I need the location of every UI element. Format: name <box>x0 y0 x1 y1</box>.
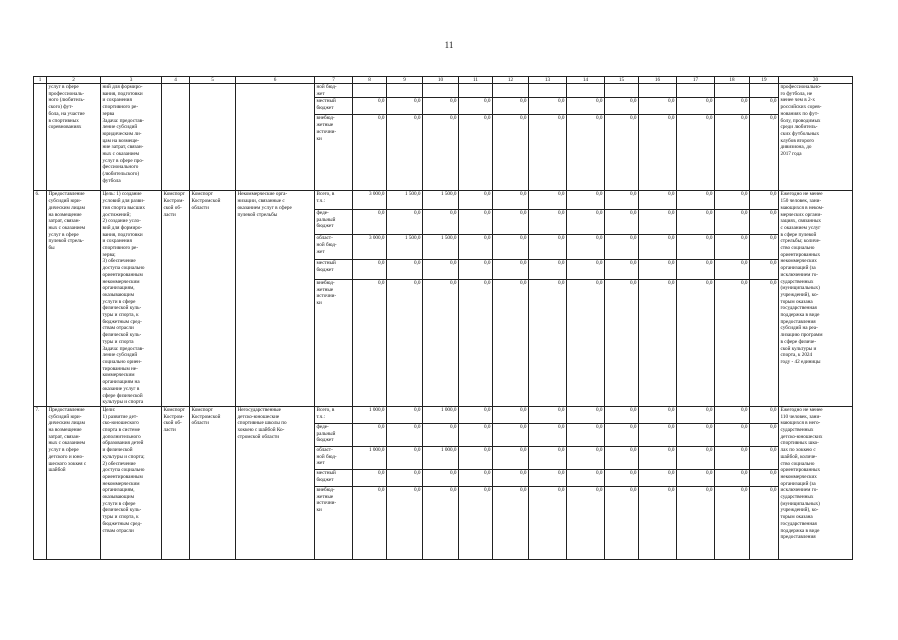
funding-value: 1 000,0 <box>353 446 387 469</box>
column-number: 10 <box>423 77 459 84</box>
funding-value: 0,0 <box>567 486 605 559</box>
funding-value: 0,0 <box>639 115 677 191</box>
funding-value: 0,0 <box>353 98 387 115</box>
funding-value: 0,0 <box>605 191 639 210</box>
funding-value: 0,0 <box>639 191 677 210</box>
funding-value: 0,0 <box>750 280 779 407</box>
funding-source: местный бюджет <box>315 469 353 486</box>
funding-value: 0,0 <box>605 486 639 559</box>
funding-value: 3 000,0 <box>353 235 387 260</box>
funding-value: 0,0 <box>459 115 493 191</box>
funding-value: 0,0 <box>353 115 387 191</box>
funding-value: 0,0 <box>459 423 493 446</box>
funding-value: 0,0 <box>715 235 750 260</box>
funding-value <box>529 84 567 98</box>
funding-value: 0,0 <box>567 235 605 260</box>
funding-value: 0,0 <box>387 423 423 446</box>
funding-value: 1 000,0 <box>423 446 459 469</box>
funding-value: 0,0 <box>567 210 605 235</box>
funding-source: област- ной бюд- жет <box>315 235 353 260</box>
funding-value: 0,0 <box>605 115 639 191</box>
funding-value: 3 000,0 <box>353 191 387 210</box>
funding-value: 0,0 <box>677 486 715 559</box>
funding-value: 0,0 <box>493 210 529 235</box>
funding-value: 0,0 <box>459 446 493 469</box>
item-executor: Комспорт Костром- ской об- ласти <box>162 191 190 407</box>
funding-value: 0,0 <box>605 210 639 235</box>
funding-value: 0,0 <box>493 115 529 191</box>
funding-value: 0,0 <box>715 98 750 115</box>
funding-value: 0,0 <box>639 469 677 486</box>
funding-value: 0,0 <box>715 260 750 280</box>
funding-value: 0,0 <box>639 235 677 260</box>
funding-value: 1 500,0 <box>423 191 459 210</box>
funding-value: 0,0 <box>423 260 459 280</box>
funding-value: 0,0 <box>423 115 459 191</box>
funding-value: 0,0 <box>423 210 459 235</box>
funding-source: местный бюджет <box>315 260 353 280</box>
funding-source: феде- ральный бюджет <box>315 423 353 446</box>
funding-value: 0,0 <box>677 98 715 115</box>
funding-value: 0,0 <box>677 469 715 486</box>
funding-value: 0,0 <box>387 406 423 423</box>
item-name: услуг в сфере профессиональ- ного (любитель- ского) фут- бола, на участие в спортивных соревнованиях <box>47 84 101 191</box>
funding-value: 0,0 <box>567 406 605 423</box>
column-number: 13 <box>529 77 567 84</box>
funding-value: 0,0 <box>715 423 750 446</box>
funding-source: феде- ральный бюджет <box>315 210 353 235</box>
funding-value: 0,0 <box>529 486 567 559</box>
funding-value: 0,0 <box>750 210 779 235</box>
column-number: 9 <box>387 77 423 84</box>
funding-value: 0,0 <box>423 280 459 407</box>
column-number: 7 <box>315 77 353 84</box>
funding-value: 0,0 <box>567 98 605 115</box>
funding-value: 0,0 <box>715 469 750 486</box>
funding-value: 0,0 <box>387 446 423 469</box>
funding-value: 0,0 <box>567 115 605 191</box>
funding-value: 0,0 <box>459 280 493 407</box>
funding-value: 0,0 <box>387 280 423 407</box>
funding-source: внебюд- жетные источни- ки <box>315 280 353 407</box>
funding-value: 0,0 <box>353 280 387 407</box>
item-number: 7. <box>34 406 47 559</box>
funding-value: 0,0 <box>493 406 529 423</box>
funding-value: 0,0 <box>423 469 459 486</box>
funding-value: 0,0 <box>605 406 639 423</box>
funding-value: 0,0 <box>567 446 605 469</box>
funding-value: 0,0 <box>750 235 779 260</box>
funding-value <box>750 84 779 98</box>
funding-value: 0,0 <box>677 423 715 446</box>
funding-value: 0,0 <box>493 280 529 407</box>
item-coexecutor: Комспорт Костромской области <box>190 406 236 559</box>
funding-value <box>715 84 750 98</box>
funding-value: 0,0 <box>639 210 677 235</box>
funding-value <box>387 84 423 98</box>
funding-value: 0,0 <box>677 260 715 280</box>
funding-value: 1 500,0 <box>423 235 459 260</box>
expected-result: профессионально- го футбола, не менее чем в 2-х российских сорев- нованиях по фут- болу, проводимых среди любитель- ских футбольных клубов второго дивизиона, до 2017 года <box>779 84 853 191</box>
funding-value: 0,0 <box>529 115 567 191</box>
funding-value: 0,0 <box>459 260 493 280</box>
item-goals: Цель: 1) создание условий для разви- тия спорта высших достижений; 2) создание усло- вий для формиро- вания, подготовки и сохранения спортивного ре- зерва; 3) обеспечение доступа социально ориентированным некоммерческим организациям, оказывающим услуги в сфере физической куль- туры и спорта, к бюджетным сред- ствам отрасли физической куль- туры и спорта Задача: предостав- ление субсидий социально ориен- тированным не- коммерческим организациям на оказание услуг в сфере физической культуры и спорта <box>101 191 162 407</box>
expected-result: Ежегодно не менее 110 человек, зани- мающихся в него- сударственных детско-юношеских спортивных шко- лах по хоккею с шайбой, количе- ство социально ориентированных некоммерческих организаций (за исключением го- сударственных (муниципальных) учреждений), ко- торым оказана государственная поддержка в виде предоставления <box>779 406 853 559</box>
funding-value: 0,0 <box>387 469 423 486</box>
funding-value: 0,0 <box>459 98 493 115</box>
column-number: 16 <box>639 77 677 84</box>
item-goals: ний для формиро- вания, подготовки и сохранения спортивного ре- зерва Задача: предостав- ление субсидий юридическим ли- цам на возмеще- ние затрат, связан- ных с оказанием услуг в сфере про- фессионального (любительского) футбола <box>101 84 162 191</box>
column-number: 8 <box>353 77 387 84</box>
funding-value: 0,0 <box>493 191 529 210</box>
item-name: Предоставление субсидий юри- дическим лицам на возмещение затрат, связан- ных с оказанием услуг в сфере пулевой стрель- бы <box>47 191 101 407</box>
funding-value: 0,0 <box>715 406 750 423</box>
item-recipients: Некоммерческие орга- низации, связанные с оказанием услуг в сфере пулевой стрельбы <box>236 191 315 407</box>
column-number: 1 <box>34 77 47 84</box>
column-number: 5 <box>190 77 236 84</box>
funding-value: 0,0 <box>459 210 493 235</box>
item-executor <box>162 84 190 191</box>
funding-value <box>423 84 459 98</box>
funding-value: 0,0 <box>493 423 529 446</box>
funding-source: Всего, в т.ч.: <box>315 191 353 210</box>
funding-value <box>639 84 677 98</box>
funding-value: 0,0 <box>423 423 459 446</box>
funding-value: 0,0 <box>715 486 750 559</box>
item-recipients <box>236 84 315 191</box>
funding-value: 0,0 <box>605 280 639 407</box>
funding-value: 0,0 <box>677 235 715 260</box>
column-number: 6 <box>236 77 315 84</box>
funding-value: 0,0 <box>567 469 605 486</box>
funding-value <box>493 84 529 98</box>
funding-value: 0,0 <box>493 235 529 260</box>
funding-value: 0,0 <box>715 115 750 191</box>
funding-value: 0,0 <box>639 423 677 446</box>
item-coexecutor <box>190 84 236 191</box>
item-coexecutor: Комспорт Костромской области <box>190 191 236 407</box>
funding-value: 0,0 <box>677 446 715 469</box>
funding-source: местный бюджет <box>315 98 353 115</box>
funding-value: 0,0 <box>677 210 715 235</box>
funding-value: 0,0 <box>567 191 605 210</box>
funding-value: 0,0 <box>639 486 677 559</box>
funding-value: 0,0 <box>459 469 493 486</box>
funding-value: 0,0 <box>493 469 529 486</box>
funding-value: 0,0 <box>750 98 779 115</box>
funding-value: 0,0 <box>529 469 567 486</box>
column-number: 12 <box>493 77 529 84</box>
header-row <box>34 77 853 84</box>
funding-value <box>605 84 639 98</box>
funding-value: 0,0 <box>387 260 423 280</box>
funding-value: 0,0 <box>529 406 567 423</box>
funding-value: 0,0 <box>750 423 779 446</box>
funding-value <box>677 84 715 98</box>
funding-value: 0,0 <box>529 423 567 446</box>
funding-value: 0,0 <box>677 406 715 423</box>
column-number: 17 <box>677 77 715 84</box>
funding-value: 0,0 <box>715 210 750 235</box>
column-number: 3 <box>101 77 162 84</box>
funding-value: 0,0 <box>459 406 493 423</box>
item6-row <box>34 191 853 210</box>
funding-value <box>567 84 605 98</box>
funding-value: 0,0 <box>387 98 423 115</box>
funding-value: 0,0 <box>353 210 387 235</box>
funding-value: 0,0 <box>750 406 779 423</box>
funding-value: 0,0 <box>459 191 493 210</box>
funding-value: 0,0 <box>677 115 715 191</box>
funding-value: 0,0 <box>715 446 750 469</box>
funding-value <box>353 84 387 98</box>
funding-value: 0,0 <box>605 446 639 469</box>
funding-value: 0,0 <box>605 235 639 260</box>
funding-value: 0,0 <box>423 98 459 115</box>
funding-value: 0,0 <box>529 260 567 280</box>
funding-value: 0,0 <box>750 115 779 191</box>
funding-value: 0,0 <box>459 486 493 559</box>
item-name: Предоставление субсидий юри- дическим лицам на возмещение затрат, связан- ных с оказанием услуг в сфере детского и юно- шеского хоккея с шайбой <box>47 406 101 559</box>
funding-value: 0,0 <box>639 406 677 423</box>
funding-value: 0,0 <box>605 260 639 280</box>
funding-source: ной бюд- жет <box>315 84 353 98</box>
funding-value: 0,0 <box>493 260 529 280</box>
funding-value: 0,0 <box>387 115 423 191</box>
funding-value: 0,0 <box>493 486 529 559</box>
funding-value: 0,0 <box>605 423 639 446</box>
item-executor: Комспорт Костром- ской об- ласти <box>162 406 190 559</box>
funding-value: 0,0 <box>639 98 677 115</box>
funding-value: 0,0 <box>353 260 387 280</box>
column-number: 18 <box>715 77 750 84</box>
funding-source: област- ной бюд- жет <box>315 446 353 469</box>
funding-value: 0,0 <box>529 210 567 235</box>
funding-value: 0,0 <box>493 98 529 115</box>
column-number: 2 <box>47 77 101 84</box>
item-recipients: Негосударственные детско-юношеские спортивные школы по хоккею с шайбой Ко- стромской области <box>236 406 315 559</box>
item7-row <box>34 406 853 423</box>
item-number: 6. <box>34 191 47 407</box>
top-row <box>34 84 853 98</box>
funding-value: 0,0 <box>529 446 567 469</box>
funding-value: 0,0 <box>605 469 639 486</box>
page-number: 11 <box>444 40 454 50</box>
funding-source: Всего, в т.ч.: <box>315 406 353 423</box>
column-number: 19 <box>750 77 779 84</box>
funding-value: 0,0 <box>677 280 715 407</box>
funding-value: 0,0 <box>639 446 677 469</box>
item-goals: Цели: 1) развитие дет- ско-юношеского спорта в системе дополнительного образования детей и физической культуры и спорта; 2) обеспечение доступа социально ориентированным некоммерческим организациям, оказывающим услуги в сфере физической куль- туры и спорта, к бюджетным сред- ствам отрасли <box>101 406 162 559</box>
funding-value: 1 000,0 <box>423 406 459 423</box>
funding-value: 1 500,0 <box>387 191 423 210</box>
funding-value: 0,0 <box>567 260 605 280</box>
funding-value: 0,0 <box>423 486 459 559</box>
funding-value: 0,0 <box>715 280 750 407</box>
funding-value: 0,0 <box>353 469 387 486</box>
funding-value: 0,0 <box>459 235 493 260</box>
funding-value: 0,0 <box>750 486 779 559</box>
funding-value: 0,0 <box>715 191 750 210</box>
funding-value: 0,0 <box>387 210 423 235</box>
funding-value: 0,0 <box>529 235 567 260</box>
funding-source: внебюд- жетные источни- ки <box>315 486 353 559</box>
funding-value: 0,0 <box>353 486 387 559</box>
funding-value: 0,0 <box>639 260 677 280</box>
funding-value: 0,0 <box>529 98 567 115</box>
funding-value: 0,0 <box>605 98 639 115</box>
expected-result: Ежегодно не менее 150 человек, зани- мающихся в неком- мерческих органи- зациях, связанных с оказанием услуг в сфере пулевой стрельбы; количе- ство социально ориентированных некоммерческих организаций (за исключением го- сударственных (муниципальных) учреждений), ко- торым оказана государственная поддержка в виде предоставления субсидий на реа- лизацию программ в сфере физиче- ской культуры и спорта, к 2024 году - 42 единицы <box>779 191 853 407</box>
funding-value: 0,0 <box>567 423 605 446</box>
column-number: 4 <box>162 77 190 84</box>
funding-value: 1 500,0 <box>387 235 423 260</box>
funding-value: 0,0 <box>750 191 779 210</box>
funding-value: 0,0 <box>639 280 677 407</box>
funding-value: 0,0 <box>529 191 567 210</box>
funding-value: 0,0 <box>493 446 529 469</box>
funding-value: 0,0 <box>750 446 779 469</box>
funding-value: 0,0 <box>529 280 567 407</box>
funding-value: 0,0 <box>750 260 779 280</box>
column-number: 11 <box>459 77 493 84</box>
funding-value: 0,0 <box>353 423 387 446</box>
column-number: 15 <box>605 77 639 84</box>
column-number: 14 <box>567 77 605 84</box>
program-table <box>33 76 853 560</box>
funding-value: 0,0 <box>750 469 779 486</box>
item-number <box>34 84 47 191</box>
column-number: 20 <box>779 77 853 84</box>
funding-value: 0,0 <box>677 191 715 210</box>
funding-value: 0,0 <box>567 280 605 407</box>
funding-value: 1 000,0 <box>353 406 387 423</box>
funding-source: внебюд- жетные источни- ки <box>315 115 353 191</box>
funding-value: 0,0 <box>387 486 423 559</box>
funding-value <box>459 84 493 98</box>
